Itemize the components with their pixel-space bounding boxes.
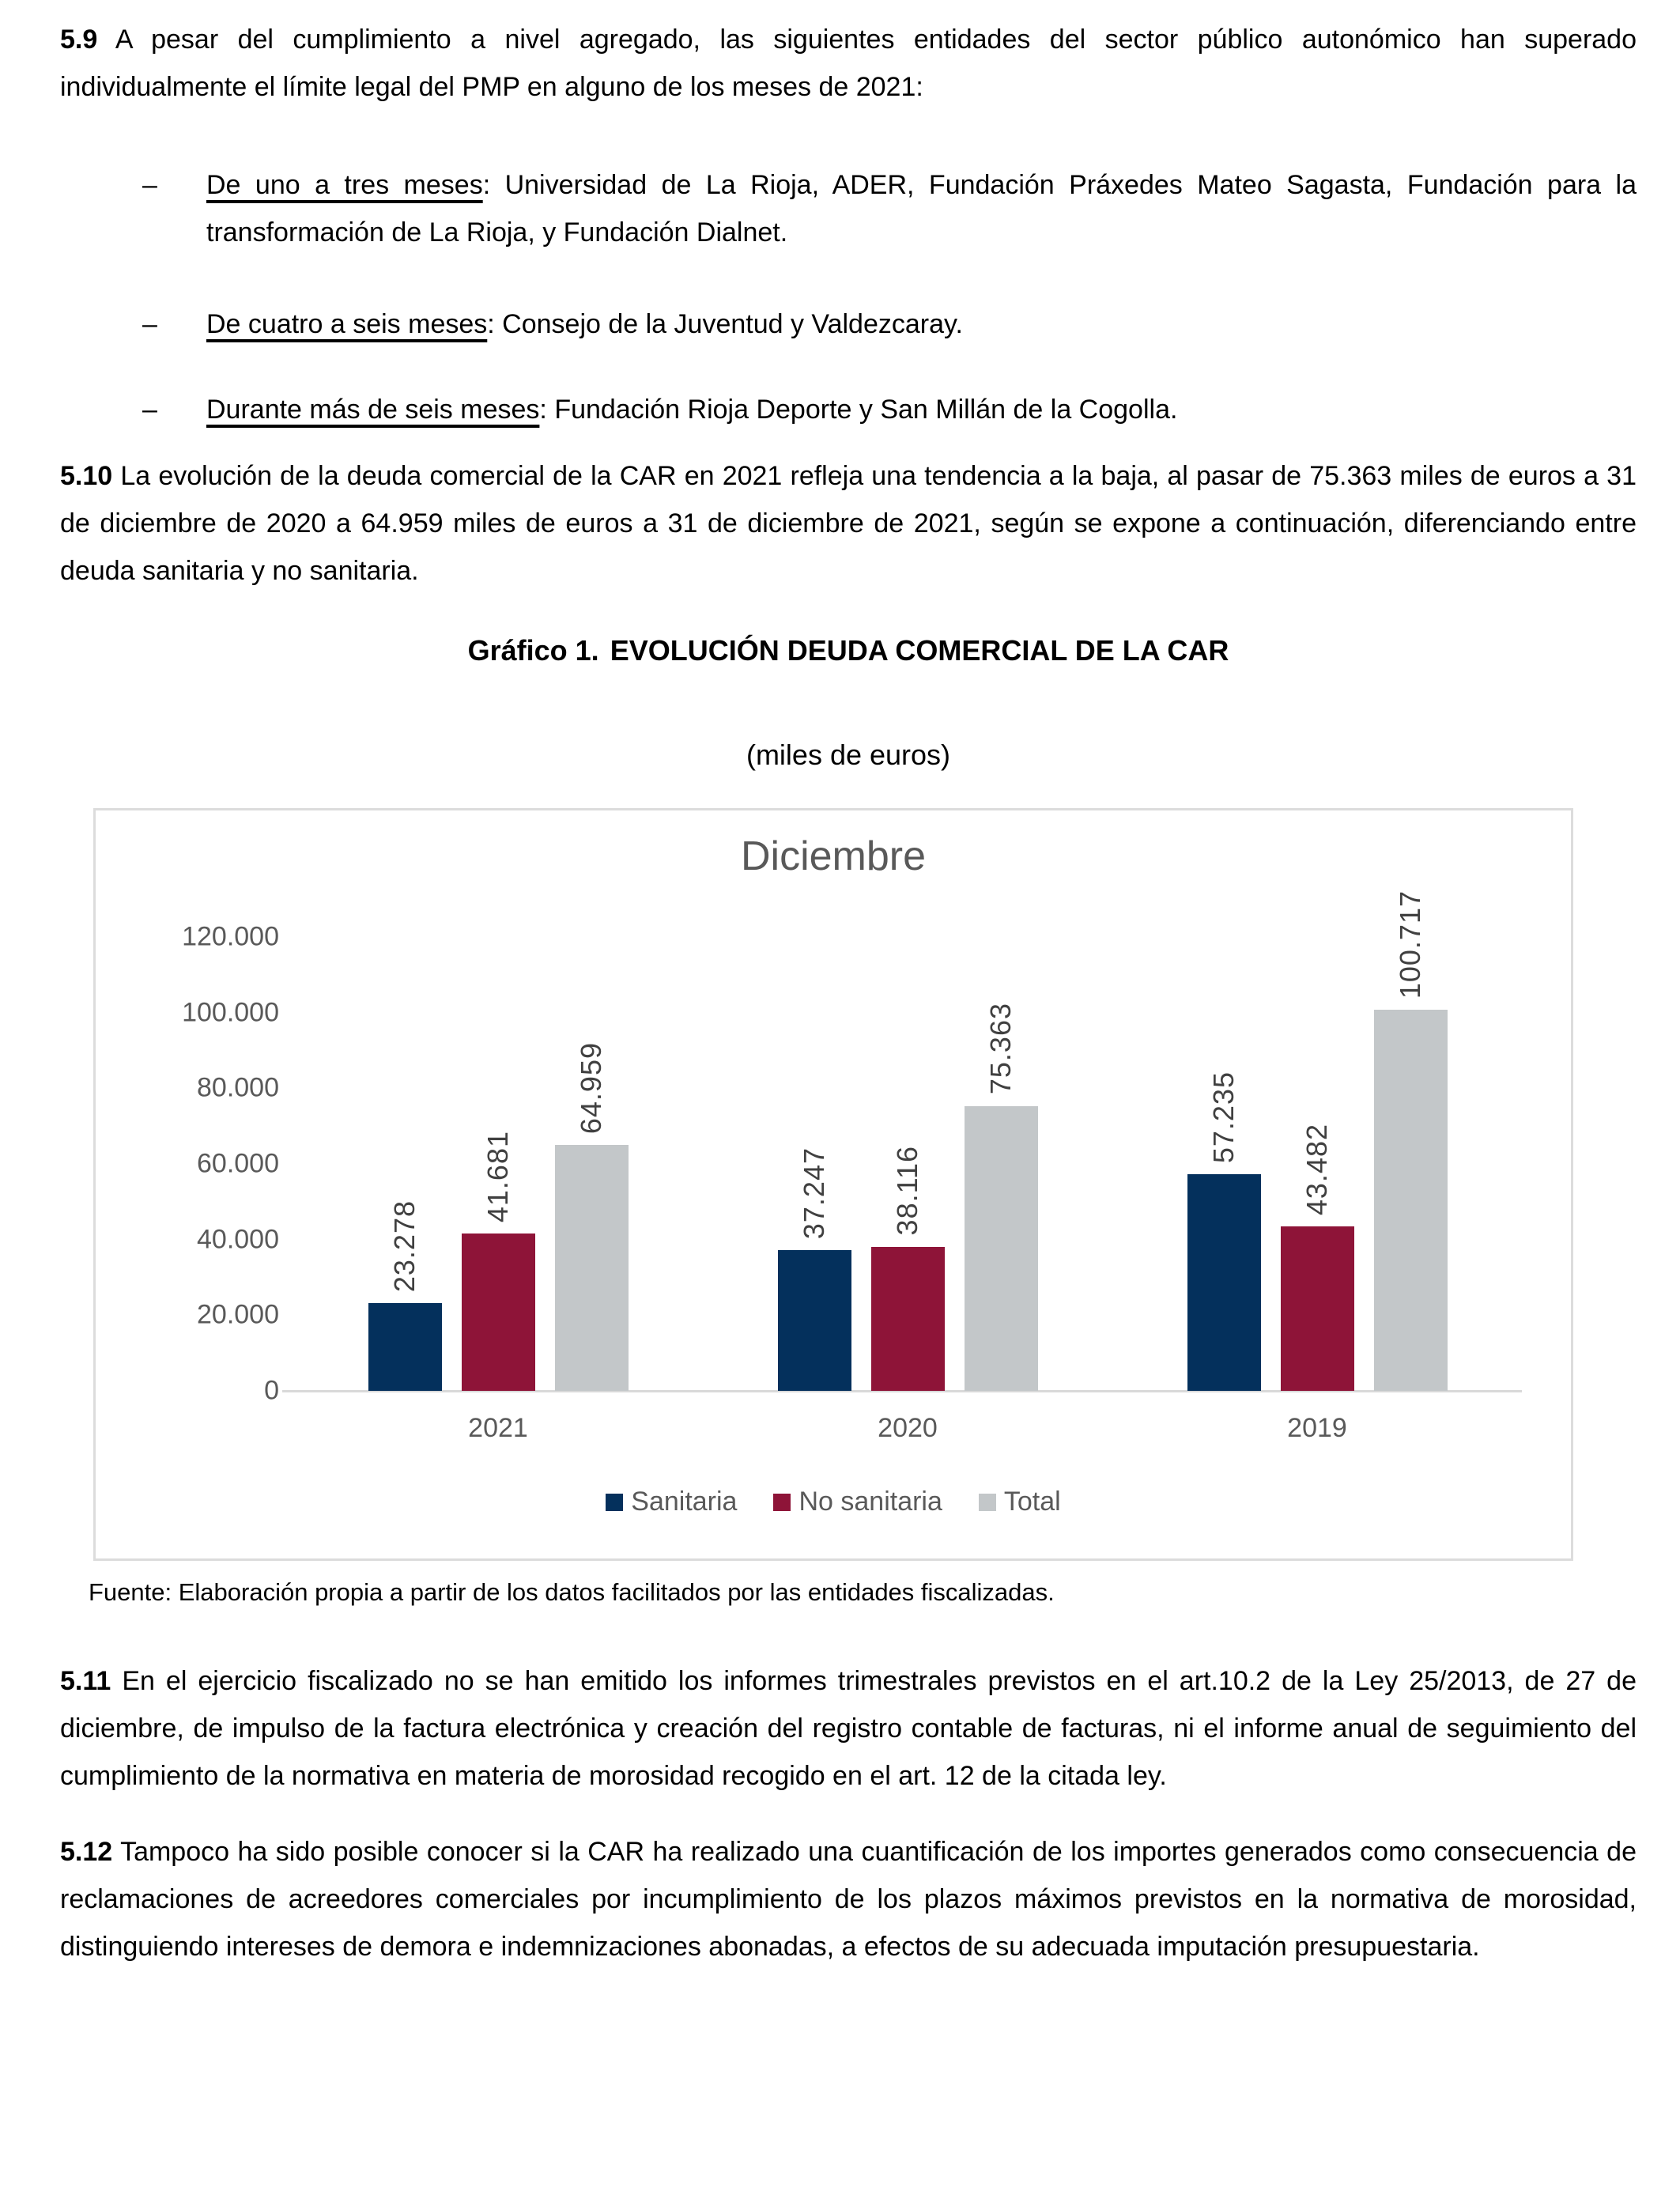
paragraph-5-9 [60,16,1637,111]
paragraph-number: 5.10 [60,461,113,491]
legend-swatch-icon [979,1494,996,1511]
page-content [60,0,1637,1970]
bar-slot [1374,890,1448,1391]
bar-sanitaria-2019 [1187,1174,1261,1391]
paragraph-text: Tampoco ha sido posible conocer si la CAR ha realizado una cuantificación de los importes generados como consecuencia de reclamaciones de acreedores comerciales por incumplimiento de los plazos máximos previstos en la normativa de morosidad, distinguiendo intereses de demora e indemnizaciones abonadas, a efectos de su adecuada imputación presupuestaria. [60,1837,1637,1962]
legend-label: No sanitaria [798,1487,942,1517]
bar-value-label: 64.959 [575,1042,607,1135]
bullet-item-2 [60,300,1637,348]
bar-slot [555,937,629,1391]
bar-slot [368,937,442,1391]
y-axis [96,921,279,1406]
bar-value-label: 43.482 [1301,1123,1333,1216]
y-axis-tick-label: 120.000 [182,921,279,952]
legend-item-no-sanitaria [773,1487,942,1517]
dash-bullet-icon: – [142,309,157,339]
bullet-item-1 [60,161,1637,256]
bar-total-2019 [1374,1010,1448,1391]
bullet-text: Consejo de la Juventud y Valdezcaray. [502,309,963,339]
bar-value-label: 38.116 [891,1146,923,1236]
bar-slot [965,937,1038,1391]
bar-slot [778,937,851,1391]
legend-swatch-icon [773,1494,791,1511]
x-axis-label: 2020 [878,1413,938,1443]
legend-item-total [979,1487,1061,1517]
paragraph-text: La evolución de la deuda comercial de la CAR en 2021 refleja una tendencia a la baja, al pasar de 75.363 miles de euros a 31 de diciembre de 2020 a 64.959 miles de euros a 31 de diciembre de 2021, según se expone a continuación, diferenciando entre deuda sanitaria y no sanitaria. [60,461,1637,586]
bar-slot [871,937,945,1391]
bar-value-label: 75.363 [984,1003,1017,1095]
bullet-colon: : [482,170,491,200]
bar-no-sanitaria-2020 [871,1247,945,1391]
x-axis-label: 2021 [468,1413,528,1443]
bar-sanitaria-2021 [368,1303,442,1391]
bar-slot [1281,937,1354,1391]
bar-no-sanitaria-2021 [462,1234,535,1391]
paragraph-number: 5.12 [60,1837,113,1867]
y-axis-tick-label: 100.000 [182,997,279,1028]
y-axis-tick-label: 40.000 [197,1224,279,1255]
paragraph-number: 5.11 [60,1666,111,1696]
bar-total-2020 [965,1106,1038,1391]
bullet-colon: : [487,309,495,339]
bar-slot [1187,937,1261,1391]
bar-value-label: 23.278 [388,1200,421,1292]
figure-unit: (miles de euros) [746,739,951,771]
y-axis-tick-label: 20.000 [197,1299,279,1330]
plot-groups [293,890,1522,1443]
plot-area [293,890,1522,1443]
paragraph-number: 5.9 [60,25,98,55]
bar-group-2020 [778,937,1038,1443]
y-axis-tick-label: 0 [264,1375,279,1406]
dash-bullet-icon: – [142,170,157,200]
legend-label: Sanitaria [631,1487,738,1517]
bar-sanitaria-2020 [778,1250,851,1391]
figure-source: Fuente: Elaboración propia a partir de los datos facilitados por las entidades fiscalizadas. [89,1578,1055,1606]
paragraph-text: En el ejercicio fiscalizado no se han emitido los informes trimestrales previstos en el art.10.2 de la Ley 25/2013, de 27 de diciembre, de impulso de la factura electrónica y creación del registro contable de facturas, ni el informe anual de seguimiento del cumplimiento de la normativa en materia de morosidad recogido en el art. 12 de la citada ley. [60,1666,1637,1791]
legend-swatch-icon [606,1494,623,1511]
bullet-text: Universidad de La Rioja, ADER, Fundación Práxedes Mateo Sagasta, Fundación para la transformación de La Rioja, y Fundación Dialnet. [206,170,1637,247]
bullet-text: Fundación Rioja Deporte y San Millán de la Cogolla. [554,395,1178,425]
paragraph-5-11 [60,1657,1637,1800]
dash-bullet-icon: – [142,395,157,425]
bar-value-label: 41.681 [481,1130,514,1222]
bar-chart [93,808,1573,1561]
legend-item-sanitaria [606,1487,737,1517]
figure-caption-label: Gráfico 1. [467,634,599,667]
legend-label: Total [1003,1487,1061,1517]
paragraph-5-12 [60,1828,1637,1970]
y-axis-tick-label: 80.000 [197,1072,279,1103]
bullet-lead: De cuatro a seis meses [206,309,488,339]
figure-caption-title: EVOLUCIÓN DEUDA COMERCIAL DE LA CAR [610,634,1229,667]
bar-group-2019 [1187,890,1448,1443]
bullet-item-3 [60,386,1637,433]
bullet-colon: : [539,395,547,425]
bar-total-2021 [555,1145,629,1391]
bar-value-label: 37.247 [798,1147,830,1239]
figure-caption [60,633,1637,669]
bar-value-label: 57.235 [1207,1071,1240,1164]
bar-group-2021 [368,937,629,1443]
bullet-lead: Durante más de seis meses [206,395,540,425]
bar-no-sanitaria-2019 [1281,1226,1354,1391]
bar-value-label: 100.717 [1394,890,1426,999]
chart-title: Diciembre [740,833,927,879]
paragraph-5-10 [60,452,1637,595]
bar-slot [462,937,535,1391]
paragraph-text: A pesar del cumplimiento a nivel agregado, las siguientes entidades del sector público autonómico han superado individualmente el límite legal del PMP en alguno de los meses de 2021: [60,25,1637,102]
bullet-lead: De uno a tres meses [206,170,483,200]
chart-legend [96,1487,1571,1517]
y-axis-tick-label: 60.000 [197,1148,279,1179]
x-axis-label: 2019 [1287,1413,1347,1443]
